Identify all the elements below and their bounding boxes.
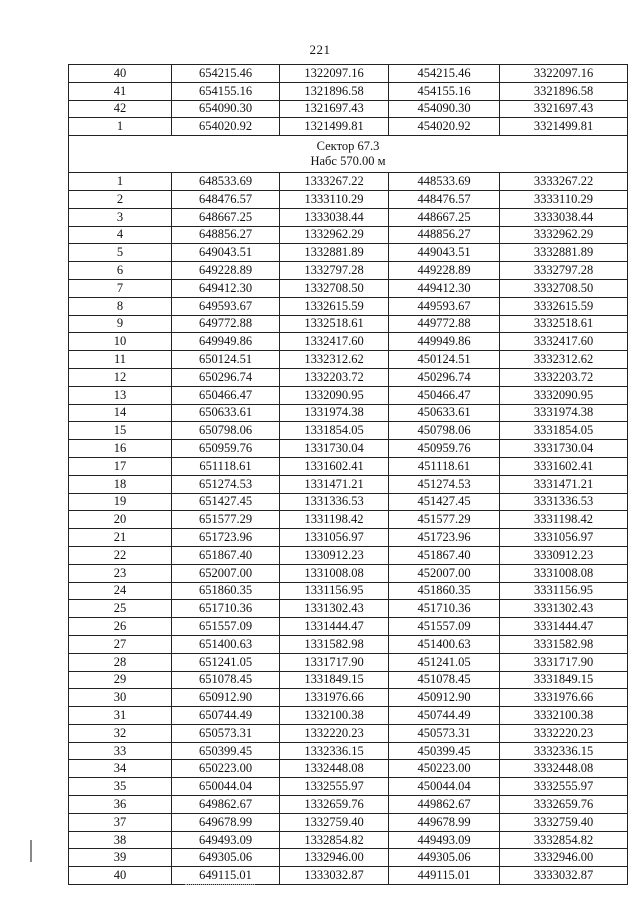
point-number-cell: 37 [69,813,172,831]
y-coordinate-cell: 1331471.21 [280,475,389,493]
point-number-cell: 36 [69,796,172,814]
x-local-cell: 450466.47 [389,386,500,404]
point-number-cell: 9 [69,315,172,333]
x-local-cell: 454155.16 [389,82,500,100]
x-local-cell: 451577.29 [389,511,500,529]
y-local-cell: 3330912.23 [500,546,628,564]
y-local-cell: 3331444.47 [500,618,628,636]
y-local-cell: 3332518.61 [500,315,628,333]
y-coordinate-cell: 1331336.53 [280,493,389,511]
x-local-cell: 451078.45 [389,671,500,689]
table-row [69,262,628,280]
y-coordinate-cell: 1332615.59 [280,297,389,315]
x-local-cell: 450124.51 [389,351,500,369]
y-coordinate-cell: 1331444.47 [280,618,389,636]
table-row [69,796,628,814]
table-row [69,849,628,867]
x-local-cell: 451274.53 [389,475,500,493]
y-local-cell: 3321697.43 [500,100,628,118]
x-coordinate-cell: 649593.67 [172,297,280,315]
point-number-cell: 8 [69,297,172,315]
point-number-cell: 34 [69,760,172,778]
x-coordinate-cell: 648533.69 [172,173,280,191]
y-coordinate-cell: 1333267.22 [280,173,389,191]
y-coordinate-cell: 1332962.29 [280,226,389,244]
point-number-cell: 12 [69,368,172,386]
y-coordinate-cell: 1332659.76 [280,796,389,814]
point-number-cell: 23 [69,564,172,582]
point-number-cell: 40 [69,65,172,83]
x-local-cell: 451400.63 [389,635,500,653]
table-row [69,493,628,511]
y-coordinate-cell: 1332203.72 [280,368,389,386]
point-number-cell: 17 [69,457,172,475]
y-local-cell: 3322097.16 [500,65,628,83]
y-local-cell: 3331156.95 [500,582,628,600]
x-local-cell: 449772.88 [389,315,500,333]
y-coordinate-cell: 1332518.61 [280,315,389,333]
table-row [69,297,628,315]
y-coordinate-cell: 1331056.97 [280,529,389,547]
x-local-cell: 451860.35 [389,582,500,600]
y-local-cell: 3332220.23 [500,724,628,742]
x-local-cell: 451427.45 [389,493,500,511]
y-local-cell: 3333267.22 [500,173,628,191]
table-row [69,618,628,636]
y-local-cell: 3333110.29 [500,190,628,208]
table-row [69,315,628,333]
x-coordinate-cell: 649305.06 [172,849,280,867]
x-coordinate-cell: 651241.05 [172,653,280,671]
x-local-cell: 450912.90 [389,689,500,707]
point-number-cell: 32 [69,724,172,742]
point-number-cell: 11 [69,351,172,369]
table-row [69,226,628,244]
x-local-cell: 451118.61 [389,457,500,475]
y-local-cell: 3331717.90 [500,653,628,671]
point-number-cell: 1 [69,173,172,191]
x-local-cell: 449228.89 [389,262,500,280]
y-coordinate-cell: 1321697.43 [280,100,389,118]
x-coordinate-cell: 650223.00 [172,760,280,778]
y-coordinate-cell: 1332555.97 [280,778,389,796]
y-local-cell: 3332448.08 [500,760,628,778]
point-number-cell: 15 [69,422,172,440]
table-row [69,100,628,118]
point-number-cell: 24 [69,582,172,600]
point-number-cell: 42 [69,100,172,118]
y-local-cell: 3331198.42 [500,511,628,529]
x-local-cell: 450573.31 [389,724,500,742]
x-coordinate-cell: 651723.96 [172,529,280,547]
x-local-cell: 452007.00 [389,564,500,582]
sector-header-cell [69,136,628,173]
y-coordinate-cell: 1331976.66 [280,689,389,707]
x-coordinate-cell: 650912.90 [172,689,280,707]
y-coordinate-cell: 1331602.41 [280,457,389,475]
point-number-cell: 19 [69,493,172,511]
y-local-cell: 3331602.41 [500,457,628,475]
x-coordinate-cell: 649228.89 [172,262,280,280]
y-coordinate-cell: 1331198.42 [280,511,389,529]
sector-header-section [69,136,628,173]
table-row [69,82,628,100]
y-coordinate-cell: 1332797.28 [280,262,389,280]
y-local-cell: 3331302.43 [500,600,628,618]
y-coordinate-cell: 1332312.62 [280,351,389,369]
point-number-cell: 22 [69,546,172,564]
point-number-cell: 29 [69,671,172,689]
x-local-cell: 449305.06 [389,849,500,867]
x-local-cell: 450633.61 [389,404,500,422]
table-row [69,511,628,529]
y-coordinate-cell: 1331849.15 [280,671,389,689]
table-row [69,546,628,564]
y-local-cell: 3331336.53 [500,493,628,511]
y-coordinate-cell: 1332881.89 [280,244,389,262]
table-row [69,333,628,351]
point-number-cell: 20 [69,511,172,529]
x-coordinate-cell: 649493.09 [172,831,280,849]
x-local-cell: 450044.04 [389,778,500,796]
x-local-cell: 450744.49 [389,707,500,725]
y-local-cell: 3332659.76 [500,796,628,814]
x-coordinate-cell: 648856.27 [172,226,280,244]
x-coordinate-cell: 650573.31 [172,724,280,742]
x-coordinate-cell: 651274.53 [172,475,280,493]
page-number: 221 [309,42,331,57]
y-coordinate-cell: 1332220.23 [280,724,389,742]
y-local-cell: 3321896.58 [500,82,628,100]
table-row [69,244,628,262]
y-local-cell: 3333032.87 [500,867,628,885]
x-local-cell: 448533.69 [389,173,500,191]
table-row [69,475,628,493]
x-local-cell: 449949.86 [389,333,500,351]
table-row [69,582,628,600]
x-coordinate-cell: 649949.86 [172,333,280,351]
point-number-cell: 25 [69,600,172,618]
point-number-cell: 16 [69,440,172,458]
table-row [69,65,628,83]
y-local-cell: 3332417.60 [500,333,628,351]
x-coordinate-cell: 651078.45 [172,671,280,689]
point-number-cell: 18 [69,475,172,493]
point-number-cell: 10 [69,333,172,351]
x-local-cell: 450296.74 [389,368,500,386]
point-number-cell: 21 [69,529,172,547]
sector-header-row [69,136,628,173]
x-coordinate-cell: 651118.61 [172,457,280,475]
point-number-cell: 31 [69,707,172,725]
y-coordinate-cell: 1332854.82 [280,831,389,849]
table-row [69,440,628,458]
table-row [69,813,628,831]
x-local-cell: 454215.46 [389,65,500,83]
x-coordinate-cell: 654090.30 [172,100,280,118]
x-local-cell: 449043.51 [389,244,500,262]
point-number-cell: 38 [69,831,172,849]
x-coordinate-cell: 651710.36 [172,600,280,618]
y-local-cell: 3332759.40 [500,813,628,831]
table-row [69,529,628,547]
y-local-cell: 3331849.15 [500,671,628,689]
point-number-cell: 28 [69,653,172,671]
y-coordinate-cell: 1332100.38 [280,707,389,725]
table-row [69,279,628,297]
y-local-cell: 3332090.95 [500,386,628,404]
scan-edge-mark [30,840,32,862]
y-local-cell: 3331008.08 [500,564,628,582]
x-coordinate-cell: 649862.67 [172,796,280,814]
point-number-cell: 1 [69,118,172,136]
y-local-cell: 3331582.98 [500,635,628,653]
y-local-cell: 3332881.89 [500,244,628,262]
table-row [69,208,628,226]
y-coordinate-cell: 1332708.50 [280,279,389,297]
table-row [69,351,628,369]
y-coordinate-cell: 1332759.40 [280,813,389,831]
x-local-cell: 449593.67 [389,297,500,315]
table-row [69,707,628,725]
y-coordinate-cell: 1331302.43 [280,600,389,618]
x-local-cell: 451867.40 [389,546,500,564]
y-coordinate-cell: 1331582.98 [280,635,389,653]
y-coordinate-cell: 1332417.60 [280,333,389,351]
table-row [69,671,628,689]
x-local-cell: 451241.05 [389,653,500,671]
y-coordinate-cell: 1332946.00 [280,849,389,867]
table-row [69,404,628,422]
x-local-cell: 449678.99 [389,813,500,831]
table-row [69,831,628,849]
y-coordinate-cell: 1333110.29 [280,190,389,208]
table-row [69,457,628,475]
x-coordinate-cell: 654215.46 [172,65,280,83]
x-coordinate-cell: 650296.74 [172,368,280,386]
x-coordinate-cell: 649412.30 [172,279,280,297]
point-number-cell: 7 [69,279,172,297]
x-coordinate-cell: 651400.63 [172,635,280,653]
x-local-cell: 448476.57 [389,190,500,208]
y-local-cell: 3332555.97 [500,778,628,796]
x-coordinate-cell: 651427.45 [172,493,280,511]
point-number-cell: 3 [69,208,172,226]
sector-title: Сектор 67.3 [316,139,380,154]
y-local-cell: 3332797.28 [500,262,628,280]
x-coordinate-cell: 650466.47 [172,386,280,404]
point-number-cell: 27 [69,635,172,653]
table-body-after-sector [69,173,628,885]
y-coordinate-cell: 1331156.95 [280,582,389,600]
y-local-cell: 3332854.82 [500,831,628,849]
x-coordinate-cell: 650744.49 [172,707,280,725]
table-row [69,778,628,796]
y-coordinate-cell: 1331974.38 [280,404,389,422]
point-number-cell: 2 [69,190,172,208]
x-local-cell: 450959.76 [389,440,500,458]
x-local-cell: 451557.09 [389,618,500,636]
table-row [69,742,628,760]
point-number-cell: 33 [69,742,172,760]
x-coordinate-cell: 651867.40 [172,546,280,564]
x-coordinate-cell: 651860.35 [172,582,280,600]
point-number-cell: 35 [69,778,172,796]
sector-elevation: Нaбс 570.00 м [310,154,386,169]
y-coordinate-cell: 1322097.16 [280,65,389,83]
table-row [69,724,628,742]
point-number-cell: 39 [69,849,172,867]
y-coordinate-cell: 1333038.44 [280,208,389,226]
x-coordinate-cell: 654020.92 [172,118,280,136]
table-body-before-sector [69,65,628,136]
y-local-cell: 3332708.50 [500,279,628,297]
coordinates-table [68,64,628,885]
table-row [69,653,628,671]
y-coordinate-cell: 1321896.58 [280,82,389,100]
y-coordinate-cell: 1331730.04 [280,440,389,458]
point-number-cell: 4 [69,226,172,244]
scan-bottom-dots [185,884,255,886]
x-local-cell: 448667.25 [389,208,500,226]
x-coordinate-cell: 651557.09 [172,618,280,636]
x-coordinate-cell: 649043.51 [172,244,280,262]
y-coordinate-cell: 1331008.08 [280,564,389,582]
x-coordinate-cell: 648667.25 [172,208,280,226]
x-coordinate-cell: 650798.06 [172,422,280,440]
table-row [69,564,628,582]
table-row [69,635,628,653]
point-number-cell: 14 [69,404,172,422]
point-number-cell: 26 [69,618,172,636]
table-row [69,689,628,707]
x-coordinate-cell: 648476.57 [172,190,280,208]
point-number-cell: 30 [69,689,172,707]
table-row [69,422,628,440]
y-local-cell: 3332203.72 [500,368,628,386]
y-local-cell: 3332100.38 [500,707,628,725]
x-coordinate-cell: 654155.16 [172,82,280,100]
x-local-cell: 450798.06 [389,422,500,440]
point-number-cell: 40 [69,867,172,885]
x-local-cell: 454090.30 [389,100,500,118]
table-row [69,600,628,618]
x-local-cell: 451723.96 [389,529,500,547]
table-row [69,190,628,208]
y-local-cell: 3331854.05 [500,422,628,440]
x-local-cell: 454020.92 [389,118,500,136]
point-number-cell: 5 [69,244,172,262]
y-local-cell: 3332336.15 [500,742,628,760]
point-number-cell: 41 [69,82,172,100]
y-coordinate-cell: 1332090.95 [280,386,389,404]
y-coordinate-cell: 1332336.15 [280,742,389,760]
x-coordinate-cell: 650399.45 [172,742,280,760]
y-coordinate-cell: 1331854.05 [280,422,389,440]
y-coordinate-cell: 1333032.87 [280,867,389,885]
table-row [69,118,628,136]
point-number-cell: 13 [69,386,172,404]
x-coordinate-cell: 650959.76 [172,440,280,458]
y-local-cell: 3331974.38 [500,404,628,422]
x-coordinate-cell: 650633.61 [172,404,280,422]
x-coordinate-cell: 649678.99 [172,813,280,831]
x-local-cell: 448856.27 [389,226,500,244]
table-row [69,867,628,885]
y-coordinate-cell: 1330912.23 [280,546,389,564]
table-row [69,760,628,778]
y-local-cell: 3332962.29 [500,226,628,244]
x-local-cell: 449412.30 [389,279,500,297]
x-local-cell: 449115.01 [389,867,500,885]
x-coordinate-cell: 652007.00 [172,564,280,582]
point-number-cell: 6 [69,262,172,280]
x-local-cell: 450399.45 [389,742,500,760]
y-local-cell: 3331730.04 [500,440,628,458]
y-coordinate-cell: 1331717.90 [280,653,389,671]
y-local-cell: 3333038.44 [500,208,628,226]
y-local-cell: 3321499.81 [500,118,628,136]
table-row [69,173,628,191]
y-local-cell: 3331471.21 [500,475,628,493]
y-local-cell: 3331056.97 [500,529,628,547]
x-coordinate-cell: 650044.04 [172,778,280,796]
x-coordinate-cell: 650124.51 [172,351,280,369]
y-local-cell: 3332312.62 [500,351,628,369]
y-coordinate-cell: 1332448.08 [280,760,389,778]
y-local-cell: 3332615.59 [500,297,628,315]
x-local-cell: 449862.67 [389,796,500,814]
x-local-cell: 450223.00 [389,760,500,778]
y-coordinate-cell: 1321499.81 [280,118,389,136]
table-row [69,386,628,404]
table-row [69,368,628,386]
y-local-cell: 3332946.00 [500,849,628,867]
x-coordinate-cell: 651577.29 [172,511,280,529]
x-local-cell: 449493.09 [389,831,500,849]
x-coordinate-cell: 649115.01 [172,867,280,885]
y-local-cell: 3331976.66 [500,689,628,707]
x-coordinate-cell: 649772.88 [172,315,280,333]
x-local-cell: 451710.36 [389,600,500,618]
